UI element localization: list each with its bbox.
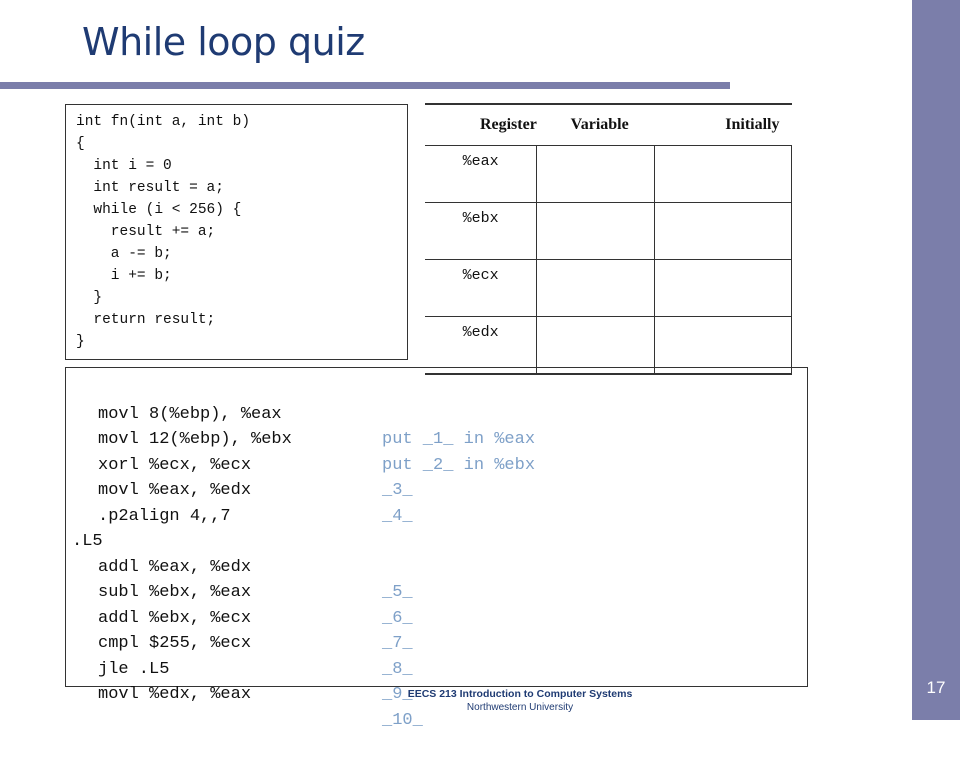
header-variable: Variable xyxy=(537,104,655,146)
assembly-instruction: movl 12(%ebp), %ebx xyxy=(98,430,292,449)
slide-number: 17 xyxy=(926,678,946,697)
assembly-comment: _3_ xyxy=(382,481,413,500)
register-row xyxy=(425,203,792,260)
c-code-line: } xyxy=(76,334,85,350)
initially-cell xyxy=(655,203,792,260)
assembly-comment: put _2_ in %ebx xyxy=(382,455,536,475)
register-name: %ecx xyxy=(425,260,537,317)
slide-title: While loop quiz xyxy=(82,20,365,64)
assembly-instruction: jle .L5 xyxy=(98,659,170,679)
variable-cell xyxy=(537,317,655,375)
c-code-line: result += a; xyxy=(76,224,216,240)
c-code-line: int result = a; xyxy=(76,180,224,196)
c-code-box xyxy=(65,104,408,360)
title-underline-bar xyxy=(0,82,730,89)
assembly-instruction: xorl %ecx, %ecx xyxy=(98,455,252,475)
footer-university: Northwestern University xyxy=(466,702,574,713)
variable-cell xyxy=(537,260,655,317)
assembly-comment: _7_ xyxy=(382,634,413,653)
c-code-line: } xyxy=(76,290,103,306)
assembly-line xyxy=(66,478,807,526)
variable-cell xyxy=(537,146,655,203)
register-name: %eax xyxy=(425,146,537,203)
initially-cell xyxy=(655,260,792,317)
assembly-instruction: addl %eax, %edx xyxy=(98,557,252,577)
assembly-label: .L5 xyxy=(72,532,103,551)
assembly-comment: _4_ xyxy=(382,506,413,526)
c-code-line: while (i < 256) { xyxy=(76,202,242,218)
register-row xyxy=(425,317,792,375)
register-table-header-row xyxy=(425,104,792,146)
c-code-line: { xyxy=(76,136,85,152)
register-name: %edx xyxy=(425,317,537,375)
c-code-line: a -= b; xyxy=(76,246,172,262)
register-row xyxy=(425,146,792,203)
c-code-line: return result; xyxy=(76,312,216,328)
assembly-instruction: movl %eax, %edx xyxy=(98,481,252,500)
assembly-instruction: subl %ebx, %eax xyxy=(98,583,252,602)
c-code-line: int i = 0 xyxy=(76,158,172,174)
assembly-line xyxy=(66,504,807,551)
assembly-comment: _6_ xyxy=(382,608,413,628)
register-name: %ebx xyxy=(425,203,537,260)
assembly-directive: .p2align 4,,7 xyxy=(98,506,231,526)
assembly-comment: _5_ xyxy=(382,583,413,602)
assembly-instruction: addl %ebx, %ecx xyxy=(98,608,252,628)
variable-cell xyxy=(537,203,655,260)
assembly-instruction: movl %edx, %eax xyxy=(98,685,252,704)
assembly-comment: _10_ xyxy=(382,710,423,730)
right-accent-bar xyxy=(912,0,960,720)
assembly-comment: put _1_ in %eax xyxy=(382,430,536,449)
header-register: Register xyxy=(425,104,537,146)
initially-cell xyxy=(655,146,792,203)
assembly-instruction: movl 8(%ebp), %eax xyxy=(98,404,282,424)
register-row xyxy=(425,260,792,317)
initially-cell xyxy=(655,317,792,375)
c-code-line: int fn(int a, int b) xyxy=(76,114,251,130)
footer-course-title: EECS 213 Introduction to Computer Systems xyxy=(407,688,633,700)
assembly-instruction: cmpl $255, %ecx xyxy=(98,634,252,653)
assembly-comment: _8_ xyxy=(382,659,413,679)
header-initially: Initially xyxy=(655,104,792,146)
register-table xyxy=(425,103,792,375)
c-code-line: i += b; xyxy=(76,268,172,284)
assembly-comment: _9_ xyxy=(382,685,413,704)
